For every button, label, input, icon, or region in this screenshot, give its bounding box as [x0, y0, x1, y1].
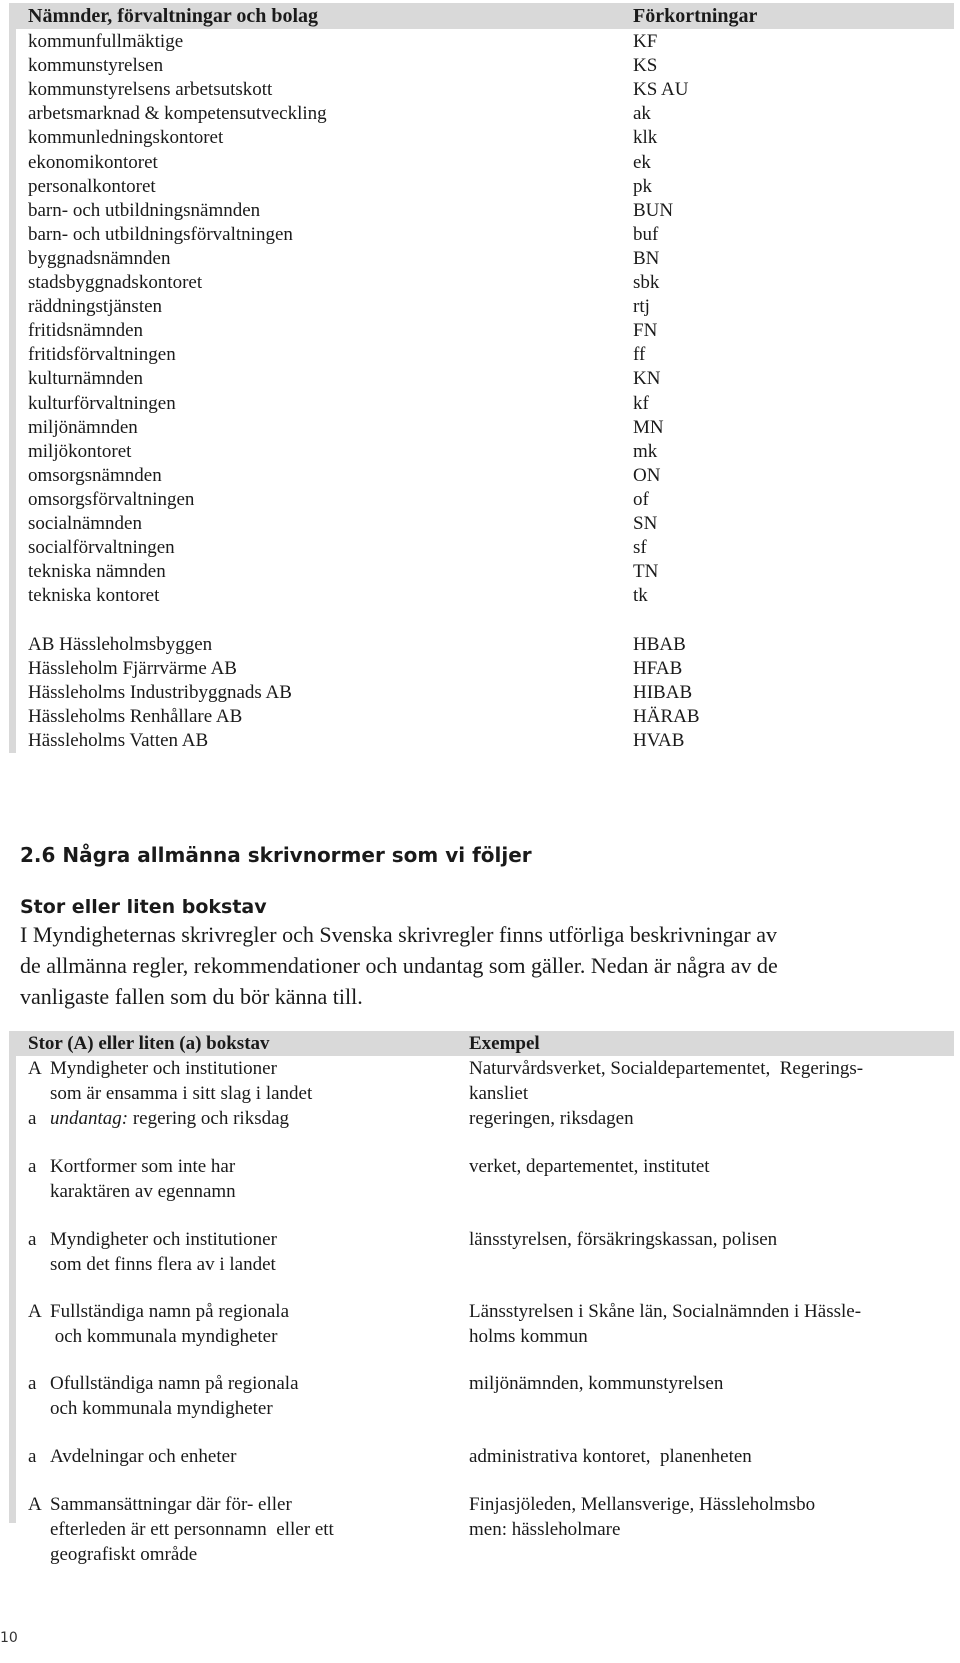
body-name: kulturförvaltningen	[28, 392, 176, 414]
body-abbreviation: ak	[633, 103, 651, 125]
body-name: socialnämnden	[28, 513, 142, 534]
table-row	[16, 704, 954, 729]
body-abbreviation: HBAB	[633, 633, 686, 655]
description-line: Sammansättningar där för- eller	[50, 1494, 292, 1515]
body-name: tekniska nämnden	[28, 561, 166, 583]
body-name: stadsbyggnadskontoret	[28, 272, 203, 293]
table-row	[16, 198, 954, 223]
case-letter: a	[28, 1156, 37, 1177]
table-row	[16, 150, 954, 175]
table-row	[16, 246, 954, 271]
rule-example	[469, 1227, 777, 1252]
example-line: verket, departementet, institutet	[469, 1156, 710, 1177]
body-abbreviation: BN	[633, 247, 660, 269]
body-name: miljökontoret	[28, 440, 132, 462]
table-row	[16, 294, 954, 319]
body-name: barn- och utbildningsförvaltningen	[28, 223, 293, 245]
rule-description	[50, 1492, 334, 1567]
body-name: omsorgsförvaltningen	[28, 488, 195, 510]
description-line: karaktären av egennamn	[50, 1181, 236, 1202]
rule-description	[50, 1106, 289, 1131]
description-line: som är ensamma i sitt slag i landet	[50, 1083, 313, 1104]
body-name: fritidsnämnden	[28, 320, 144, 342]
table-row	[16, 487, 954, 512]
case-letter: a	[28, 1229, 37, 1250]
section-title: 2.6 Några allmänna skrivnormer som vi följer	[20, 843, 532, 867]
exception-label: undantag:	[50, 1108, 129, 1129]
paragraph-line: de allmänna regler, rekommendationer och undantag som gäller. Nedan är några av de	[20, 953, 778, 978]
body-name: byggnadsnämnden	[28, 247, 171, 269]
case-letter: a	[28, 1108, 37, 1129]
example-line: regeringen, riksdagen	[469, 1108, 634, 1129]
body-name: arbetsmarknad & kompetensutveckling	[28, 103, 327, 125]
body-name: socialförvaltningen	[28, 537, 175, 559]
body-name: Hässleholms Vatten AB	[28, 729, 209, 751]
body-name: omsorgsnämnden	[28, 464, 162, 486]
table-row	[16, 125, 954, 150]
table-row	[16, 415, 954, 440]
intro-paragraph	[20, 919, 950, 1012]
table-header	[16, 3, 954, 29]
rule-example	[469, 1492, 815, 1542]
description-text: regering och riksdag	[128, 1108, 290, 1129]
table-row	[16, 270, 954, 295]
example-line: miljönämnden, kommunstyrelsen	[469, 1373, 724, 1394]
example-line: Finjasjöleden, Mellansverige, Hässleholmsbo	[469, 1494, 816, 1515]
body-name: kommunstyrelsens arbetsutskott	[28, 79, 273, 101]
table-header	[16, 1031, 954, 1056]
rule-example	[469, 1154, 710, 1179]
body-abbreviation: KS AU	[633, 79, 689, 101]
table-row	[16, 439, 954, 464]
body-name: tekniska kontoret	[28, 585, 160, 607]
body-abbreviation: klk	[633, 127, 658, 149]
paragraph-line: I Myndigheternas skrivregler och Svenska skrivregler finns utförliga beskrivningar av	[20, 922, 777, 947]
description-line: och kommunala myndigheter	[50, 1398, 273, 1419]
body-abbreviation: FN	[633, 320, 658, 342]
body-name: kommunfullmäktige	[28, 31, 184, 52]
table-row	[16, 318, 954, 343]
body-abbreviation: pk	[633, 175, 652, 197]
table-row	[16, 391, 954, 416]
body-abbreviation: SN	[633, 513, 658, 534]
body-abbreviation: of	[633, 488, 649, 510]
rule-example	[469, 1106, 634, 1131]
body-abbreviation: tk	[633, 585, 648, 607]
example-line: holms kommun	[469, 1326, 588, 1347]
rule-example	[469, 1371, 723, 1396]
table-row	[16, 29, 954, 54]
table-row	[16, 511, 954, 536]
case-letter: a	[28, 1373, 37, 1394]
rule-description	[50, 1299, 289, 1349]
description-line: efterleden är ett personnamn eller ett	[50, 1519, 334, 1540]
body-name: kulturnämnden	[28, 368, 144, 390]
body-abbreviation: KS	[633, 55, 658, 77]
rule-description	[50, 1371, 299, 1421]
description-line: Myndigheter och institutioner	[50, 1058, 277, 1079]
table-row	[16, 680, 954, 705]
header-example: Exempel	[469, 1033, 540, 1054]
body-name: AB Hässleholmsbyggen	[28, 633, 213, 655]
case-letter: A	[28, 1494, 42, 1515]
header-abbr: Förkortningar	[633, 5, 758, 27]
header-rule: Stor (A) eller liten (a) bokstav	[28, 1033, 270, 1054]
example-line: Länsstyrelsen i Skåne län, Socialnämnden i Hässle-	[469, 1301, 862, 1322]
rule-example	[469, 1056, 863, 1106]
table-row	[16, 463, 954, 488]
example-line: länsstyrelsen, försäkringskassan, polisen	[469, 1229, 778, 1250]
rule-description	[50, 1444, 236, 1469]
description-line: Myndigheter och institutioner	[50, 1229, 277, 1250]
example-line: administrativa kontoret, planenheten	[469, 1446, 752, 1467]
body-name: Hässleholms Renhållare AB	[28, 705, 243, 727]
description-line: som det finns flera av i landet	[50, 1254, 276, 1275]
case-letter: A	[28, 1058, 42, 1079]
page-number: 10	[0, 1630, 18, 1646]
description-line: geografiskt område	[50, 1544, 198, 1565]
body-abbreviation: TN	[633, 561, 659, 583]
body-abbreviation: sbk	[633, 272, 660, 293]
example-line: men: hässleholmare	[469, 1519, 621, 1540]
body-name: ekonomikontoret	[28, 151, 158, 173]
description-line: och kommunala myndigheter	[50, 1326, 278, 1347]
body-abbreviation: ON	[633, 464, 661, 486]
table-row	[16, 632, 954, 657]
table-row	[16, 77, 954, 102]
body-name: Hässleholms Industribyggnads AB	[28, 681, 292, 703]
body-abbreviation: kf	[633, 392, 649, 414]
rule-description	[50, 1154, 236, 1204]
subsection-title: Stor eller liten bokstav	[20, 896, 267, 918]
table-row	[16, 342, 954, 367]
rule-example	[469, 1299, 861, 1349]
description-line	[50, 1106, 289, 1131]
body-abbreviation: BUN	[633, 199, 674, 221]
rule-description	[50, 1056, 312, 1106]
table-row	[16, 366, 954, 391]
example-line: Naturvårdsverket, Socialdepartementet, Regerings-	[469, 1058, 864, 1079]
example-line: kansliet	[469, 1083, 529, 1104]
body-name: kommunledningskontoret	[28, 127, 224, 149]
body-abbreviation: HVAB	[633, 729, 685, 751]
table-left-rule	[9, 3, 16, 753]
body-abbreviation: KF	[633, 31, 658, 52]
body-abbreviation: sf	[633, 537, 647, 559]
case-letter: a	[28, 1446, 37, 1467]
table-row	[16, 101, 954, 126]
table-left-rule	[9, 1031, 16, 1523]
body-abbreviation: mk	[633, 440, 658, 462]
header-name: Nämnder, förvaltningar och bolag	[28, 5, 319, 27]
body-name: barn- och utbildningsnämnden	[28, 199, 261, 221]
description-line: Avdelningar och enheter	[50, 1446, 237, 1467]
body-abbreviation: ff	[633, 344, 646, 366]
body-abbreviation: rtj	[633, 296, 650, 318]
description-line: Fullständiga namn på regionala	[50, 1301, 290, 1322]
body-name: Hässleholm Fjärrvärme AB	[28, 657, 237, 679]
table-row	[16, 174, 954, 199]
description-line: Kortformer som inte har	[50, 1156, 236, 1177]
body-abbreviation: HÄRAB	[633, 705, 700, 727]
body-abbreviation: ek	[633, 151, 651, 173]
table-row	[16, 583, 954, 608]
body-name: kommunstyrelsen	[28, 55, 164, 77]
body-abbreviation: MN	[633, 416, 664, 438]
body-name: personalkontoret	[28, 175, 156, 197]
body-abbreviation: HFAB	[633, 657, 683, 679]
rule-description	[50, 1227, 277, 1277]
body-abbreviation: KN	[633, 368, 661, 390]
body-abbreviation: HIBAB	[633, 681, 693, 703]
table-row	[16, 535, 954, 560]
rule-example	[469, 1444, 752, 1469]
table-row	[16, 559, 954, 584]
table-row	[16, 728, 954, 753]
body-abbreviation: buf	[633, 223, 659, 245]
table-row	[16, 53, 954, 78]
case-letter: A	[28, 1301, 42, 1322]
body-name: räddningstjänsten	[28, 296, 163, 318]
body-name: miljönämnden	[28, 416, 138, 438]
description-line: Ofullständiga namn på regionala	[50, 1373, 299, 1394]
body-name: fritidsförvaltningen	[28, 344, 176, 366]
table-row	[16, 656, 954, 681]
table-row	[16, 222, 954, 247]
paragraph-line: vanligaste fallen som du bör känna till.	[20, 984, 363, 1009]
